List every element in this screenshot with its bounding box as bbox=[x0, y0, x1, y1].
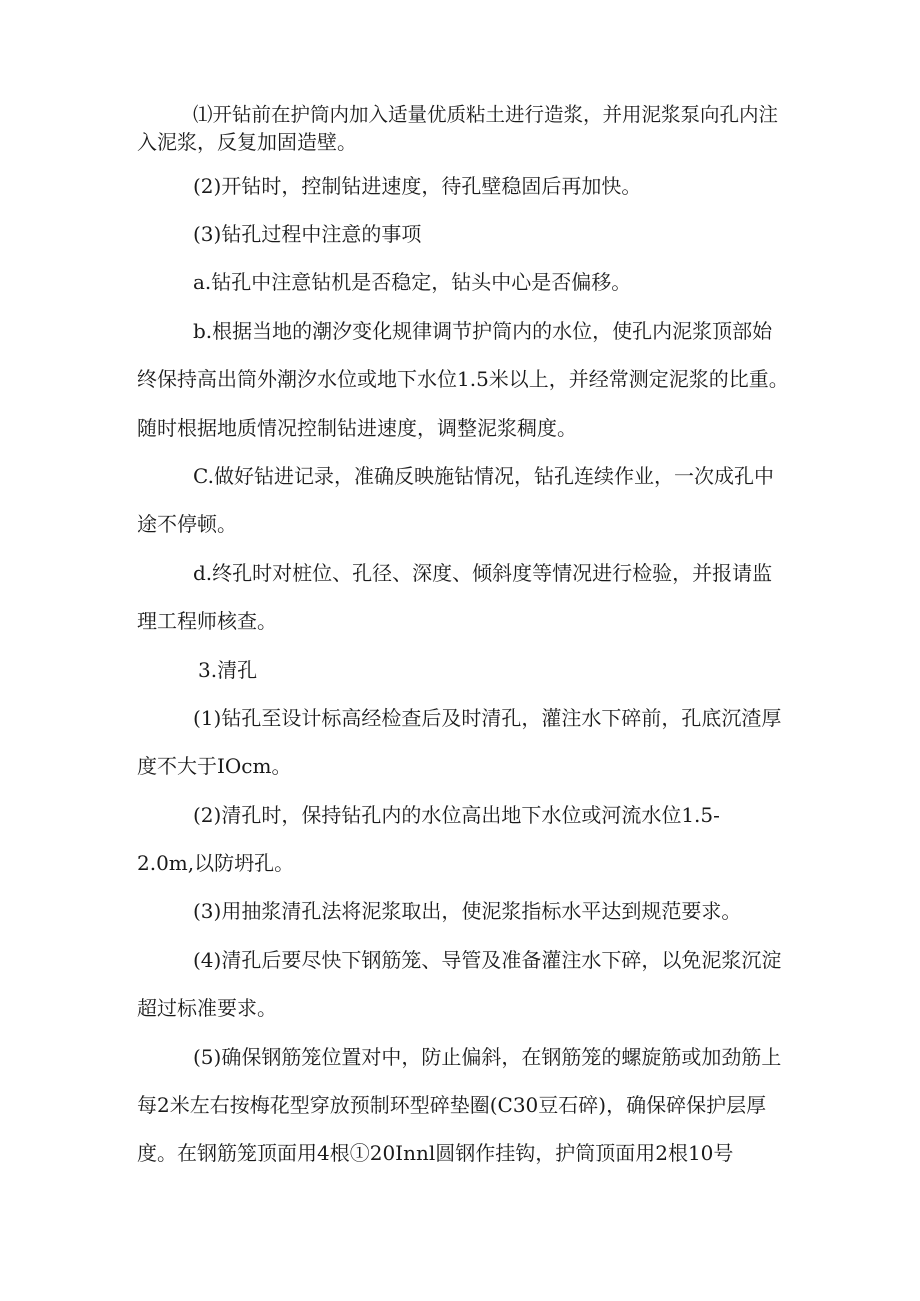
p1-line2: 入泥浆，反复加固造壁。 bbox=[137, 130, 357, 154]
p9-line2: 度不大于IOcm。 bbox=[137, 754, 292, 778]
p7-line1: d.终孔时对桩位、孔径、深度、倾斜度等情况进行检验，并报请监 bbox=[193, 561, 773, 585]
p13-line3: 度。在钢筋笼顶面用4根①20Innl圆钢作挂钩，护筒顶面用2根10号 bbox=[137, 1141, 734, 1165]
p5-line2: 终保持高出筒外潮汐水位或地下水位1.5米以上，并经常测定泥浆的比重。 bbox=[137, 367, 789, 391]
p12-line2: 超过标准要求。 bbox=[137, 996, 277, 1020]
p9-line1: (1)钻孔至设计标高经检查后及时清孔，灌注水下碎前，孔底沉渣厚 bbox=[193, 706, 782, 730]
p10-line1: (2)清孔时，保持钻孔内的水位高出地下水位或河流水位1.5- bbox=[193, 803, 720, 827]
p13-line2: 每2米左右按梅花型穿放预制环型碎垫圈(C30豆石碎)，确保碎保护层厚 bbox=[137, 1093, 767, 1117]
p1-line1: ⑴开钻前在护筒内加入适量优质粘土进行造浆，并用泥浆泵向孔内注 bbox=[193, 103, 779, 126]
section-heading: 3.清孔 bbox=[198, 658, 258, 682]
p12-line1: (4)清孔后要尽快下钢筋笼、导管及准备灌注水下碎，以免泥浆沉淀 bbox=[193, 948, 782, 972]
p7-line2: 理工程师核查。 bbox=[137, 609, 277, 633]
p6-line2: 途不停顿。 bbox=[137, 512, 237, 536]
p5-line1: b.根据当地的潮汐变化规律调节护筒内的水位，使孔内泥浆顶部始 bbox=[193, 319, 773, 343]
p3-line1: (3)钻孔过程中注意的事项 bbox=[193, 222, 422, 246]
p2-line1: (2)开钻时，控制钻进速度，待孔壁稳固后再加快。 bbox=[193, 174, 642, 198]
p4-line1: a.钻孔中注意钻机是否稳定，钻头中心是否偏移。 bbox=[193, 270, 632, 294]
p11-line1: (3)用抽浆清孔法将泥浆取出，使泥浆指标水平达到规范要求。 bbox=[193, 899, 742, 923]
p5-line3: 随时根据地质情况控制钻进速度，调整泥浆稠度。 bbox=[137, 416, 577, 440]
p10-line2: 2.0m,以防坍孔。 bbox=[137, 851, 295, 875]
p6-line1: C.做好钻进记录，准确反映施钻情况，钻孔连续作业，一次成孔中 bbox=[193, 464, 774, 488]
p13-line1: (5)确保钢筋笼位置对中，防止偏斜，在钢筋笼的螺旋筋或加劲筋上 bbox=[193, 1045, 782, 1069]
